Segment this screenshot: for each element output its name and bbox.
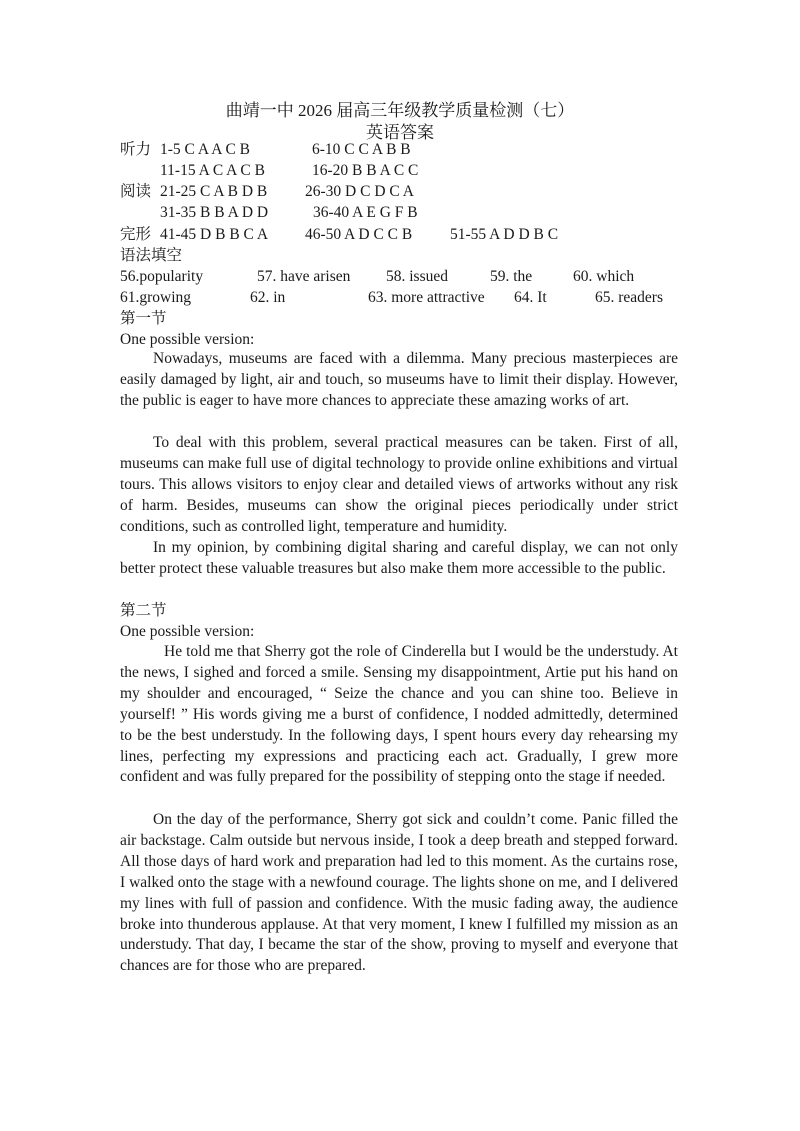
section2-version-label: One possible version:: [120, 623, 255, 640]
section1-heading: 第一节: [120, 310, 167, 327]
cloze-label: 完形: [120, 226, 152, 243]
grammar-answer: 58. issued: [386, 268, 448, 285]
listening-answers-16-20: 16-20 B B A C C: [312, 162, 419, 179]
grammar-answer: 62. in: [250, 289, 286, 306]
reading-answers-31-35: 31-35 B B A D D: [160, 204, 269, 221]
grammar-answer: 61.growing: [120, 289, 192, 306]
section2-paragraph-2: On the day of the performance, Sherry got sick and couldn’t come. Panic filled the air backstage. Calm outside but nervous inside, I took a deep breath and stepped forward. All those days of hard work and preparation had led to this moment. As the curtains rose, I walked onto the stage with a newfound courage. The lights shone on me, and I delivered my lines with full of passion and confidence. With the music fading away, the audience broke into thunderous applause. At that very moment, I knew I fulfilled my mission as an understudy. That day, I became the star of the show, proving to myself and everyone that chances are for those who are prepared.: [120, 811, 678, 975]
document-subtitle: 英语答案: [366, 123, 434, 142]
section1-paragraph-3: In my opinion, by combining digital sharing and careful display, we can not only better protect these valuable treasures but also make them more accessible to the public.: [120, 539, 678, 577]
cloze-answers-46-50: 46-50 A D C C B: [305, 226, 413, 243]
listening-answers-1-5: 1-5 C A A C B: [160, 141, 251, 158]
grammar-answer: 63. more attractive: [368, 289, 485, 306]
cloze-answers-51-55: 51-55 A D D B C: [450, 226, 559, 243]
grammar-heading: 语法填空: [120, 247, 183, 264]
grammar-answer: 64. It: [514, 289, 547, 306]
reading-answers-21-25: 21-25 C A B D B: [160, 183, 268, 200]
grammar-answer: 56.popularity: [120, 268, 204, 285]
listening-label: 听力: [120, 141, 152, 158]
section1-paragraph-1: Nowadays, museums are faced with a dilemma. Many precious masterpieces are easily damaged by light, air and touch, so museums have to limit their display. However, the public is eager to have more chances to appreciate these amazing works of art.: [120, 350, 678, 409]
section1-version-label: One possible version:: [120, 331, 255, 348]
section1-paragraph-2: To deal with this problem, several practical measures can be taken. First of all, museums can make full use of digital technology to provide online exhibitions and virtual tours. This allows visitors to enjoy clear and detailed views of artworks without any risk of harm. Besides, museums can show the original pieces periodically under strict conditions, such as controlled light, temperature and humidity.: [120, 434, 678, 535]
listening-answers-6-10: 6-10 C C A B B: [312, 141, 411, 158]
listening-answers-11-15: 11-15 A C A C B: [160, 162, 265, 179]
grammar-answer: 65. readers: [595, 289, 663, 306]
grammar-answer: 57. have arisen: [257, 268, 351, 285]
grammar-answer: 60. which: [573, 268, 635, 285]
reading-label: 阅读: [120, 183, 152, 200]
reading-answers-36-40: 36-40 A E G F B: [313, 204, 418, 221]
section2-heading: 第二节: [120, 602, 167, 619]
reading-answers-26-30: 26-30 D C D C A: [305, 183, 414, 200]
section2-paragraph-1: He told me that Sherry got the role of Cinderella but I would be the understudy. At the news, I sighed and forced a smile. Sensing my disappointment, Artie put his hand on my shoulder and encouraged, “ Seize the chance and you can shine too. Believe in yourself! ” His words giving me a burst of confidence, I nodded admittedly, determined to be the best understudy. In the following days, I spent hours every day rehearsing my lines, perfecting my expressions and practicing each act. Gradually, I grew more confident and was fully prepared for the possibility of stepping onto the stage if needed.: [120, 643, 678, 786]
grammar-answer: 59. the: [490, 268, 533, 285]
document-title: 曲靖一中 2026 届高三年级教学质量检测（七）: [225, 101, 575, 120]
cloze-answers-41-45: 41-45 D B B C A: [160, 226, 269, 243]
